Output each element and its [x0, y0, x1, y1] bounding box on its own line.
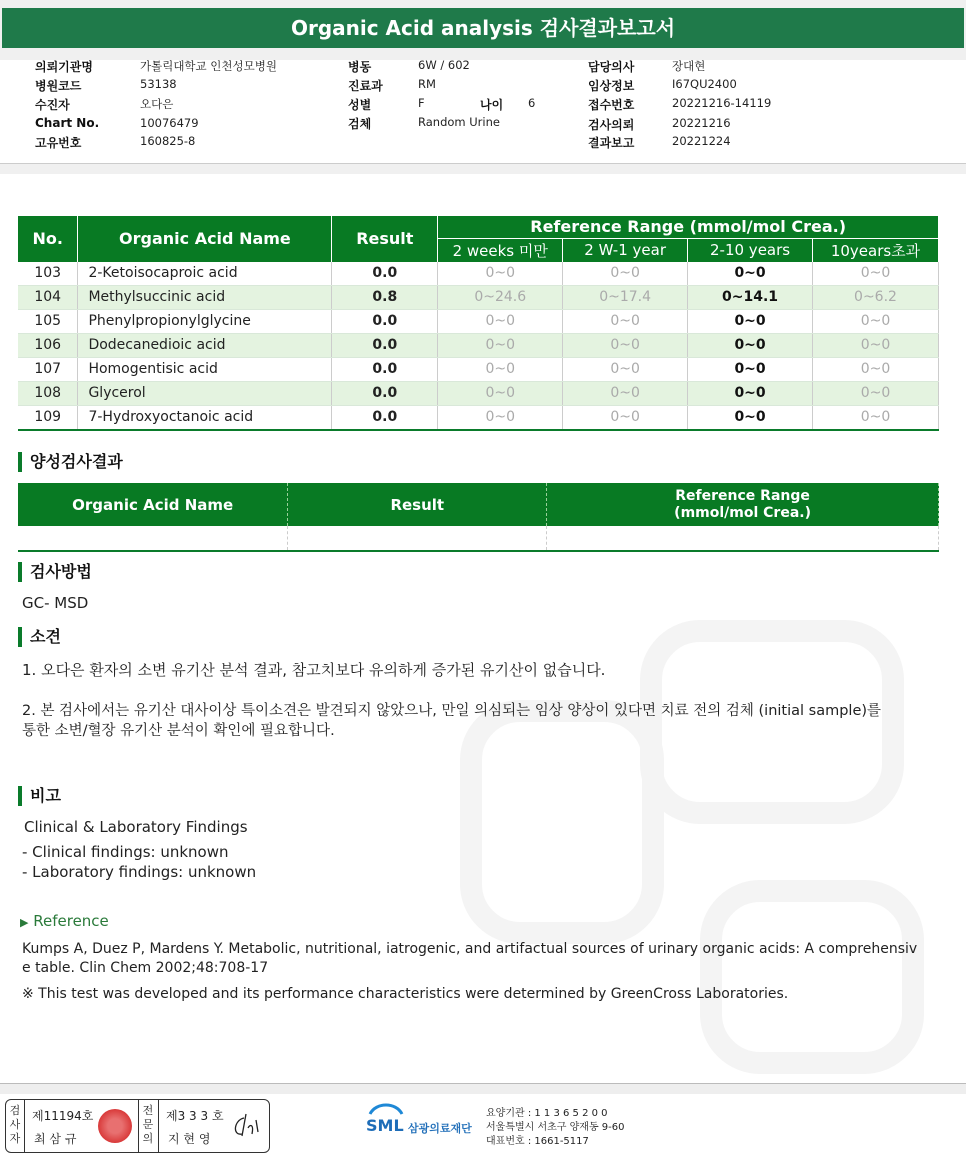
request-value: 20221216 [672, 116, 731, 130]
ref-sub-header: 2-10 years [688, 238, 813, 262]
row-ref: 0~0 [563, 357, 688, 381]
row-ref: 0~0 [813, 309, 939, 333]
col-ref-header: Reference Range (mmol/mol Crea.) [438, 216, 939, 238]
method-heading: 검사방법 [18, 562, 92, 582]
row-ref: 0~0 [813, 405, 939, 430]
row-ref: 0~0 [438, 262, 563, 286]
watermark-shape [640, 620, 904, 824]
ref-sub-header: 2 W-1 year [563, 238, 688, 262]
row-name: 7-Hydroxyoctanoic acid [78, 405, 332, 430]
reference-label-row [20, 912, 109, 930]
row-no: 109 [18, 405, 78, 430]
reference-cite: e table. Clin Chem 2002;48:708-17 [22, 960, 269, 976]
reference-label: Reference [33, 912, 109, 930]
opinion-p1: 1. 오다은 환자의 소변 유기산 분석 결과, 참고치보다 유의하게 증가된 유기산이 없습니다. [22, 661, 606, 679]
row-result: 0.0 [332, 357, 438, 381]
table-row [18, 357, 939, 381]
org-line: 대표번호 : 1661-5117 [486, 1136, 589, 1147]
row-ref: 0~0 [688, 262, 813, 286]
watermark-shape [700, 880, 924, 1074]
ref-sub-header: 2 weeks 미만 [438, 238, 563, 262]
table-row [18, 405, 939, 430]
receipt-value: 20221216-14119 [672, 96, 772, 110]
patient-label: 수진자 [35, 98, 70, 112]
row-ref: 0~0 [438, 357, 563, 381]
row-ref: 0~0 [688, 309, 813, 333]
row-no: 107 [18, 357, 78, 381]
remark-heading: 비고 [18, 786, 61, 806]
row-ref: 0~0 [813, 357, 939, 381]
row-ref: 0~0 [688, 381, 813, 405]
expert-name: 지 현 영 [168, 1132, 211, 1146]
clinical-value: I67QU2400 [672, 77, 737, 91]
row-ref: 0~17.4 [563, 285, 688, 309]
row-result: 0.0 [332, 309, 438, 333]
pos-col-name: Organic Acid Name [18, 483, 288, 526]
signature-icon [228, 1110, 264, 1142]
col-result-header: Result [332, 216, 438, 262]
dept-value: RM [418, 77, 436, 91]
divider [24, 1100, 25, 1152]
row-ref: 0~0 [563, 381, 688, 405]
triangle-icon: ▶ [20, 916, 29, 929]
opinion-p2b: 통한 소변/혈장 유기산 분석이 확인에 필요합니다. [22, 723, 335, 739]
table-row [18, 285, 939, 309]
positive-heading: 양성검사결과 [18, 452, 123, 472]
watermark-shape [460, 700, 664, 944]
ward-label: 병동 [348, 60, 372, 74]
institution-value: 가톨릭대학교 인천성모병원 [140, 59, 277, 73]
row-ref: 0~0 [688, 333, 813, 357]
ref-sub-header: 10years초과 [813, 238, 939, 262]
row-no: 103 [18, 262, 78, 286]
request-label: 검사의뢰 [588, 118, 635, 132]
hospital-code-label: 병원코드 [35, 79, 82, 93]
tester-name: 최 삼 규 [34, 1132, 77, 1146]
pos-col-ref-line2: (mmol/mol Crea.) [674, 504, 811, 521]
row-ref: 0~0 [438, 405, 563, 430]
row-ref: 0~0 [563, 405, 688, 430]
expert-vertical-label: 전문의 [142, 1104, 154, 1145]
row-ref: 0~0 [438, 333, 563, 357]
row-name: Glycerol [78, 381, 332, 405]
row-name: Dodecanedioic acid [78, 333, 332, 357]
col-name-header: Organic Acid Name [78, 216, 332, 262]
org-line: 요양기관 : 1 1 3 6 5 2 0 0 [486, 1108, 608, 1119]
row-name: Homogentisic acid [78, 357, 332, 381]
receipt-label: 접수번호 [588, 98, 635, 112]
opinion-heading: 소견 [18, 627, 61, 647]
pos-col-ref-line1: Reference Range [675, 487, 810, 504]
row-name: 2-Ketoisocaproic acid [78, 262, 332, 286]
row-ref: 0~0 [688, 357, 813, 381]
row-ref: 0~0 [563, 262, 688, 286]
row-ref: 0~0 [813, 333, 939, 357]
age-value: 6 [528, 96, 536, 110]
row-result: 0.8 [332, 285, 438, 309]
row-ref: 0~0 [688, 405, 813, 430]
opinion-p2a: 2. 본 검사에서는 유기산 대사이상 특이소견은 발견되지 않았으나, 만일 의심되는 임상 양상이 있다면 치료 전의 검체 (initial sample)를 [22, 703, 882, 719]
table-row [18, 262, 939, 286]
institution-label: 의뢰기관명 [35, 60, 93, 74]
reference-note: ※ This test was developed and its performance characteristics were determined by GreenCross Laboratories. [22, 986, 789, 1002]
doctor-label: 담당의사 [588, 60, 635, 74]
patient-value: 오다은 [140, 97, 174, 111]
row-ref: 0~24.6 [438, 285, 563, 309]
footer-divider [0, 1083, 966, 1094]
positive-table [18, 483, 939, 552]
row-name: Methylsuccinic acid [78, 285, 332, 309]
report-label: 결과보고 [588, 136, 635, 150]
seal-icon [98, 1109, 132, 1143]
row-ref: 0~0 [813, 381, 939, 405]
tester-number: 제11194호 [32, 1109, 94, 1123]
org-name: 삼광의료재단 [408, 1122, 472, 1135]
row-ref: 0~14.1 [688, 285, 813, 309]
divider [138, 1100, 139, 1152]
sex-label: 성별 [348, 98, 372, 112]
remark-line: - Clinical findings: unknown [22, 843, 229, 861]
sex-value: F [418, 96, 425, 110]
unique-label: 고유번호 [35, 136, 82, 150]
results-table [18, 216, 939, 431]
specimen-label: 검체 [348, 117, 372, 131]
table-row [18, 381, 939, 405]
age-label: 나이 [480, 98, 504, 112]
chart-value: 10076479 [140, 116, 199, 130]
org-line: 서울특별시 서초구 양재동 9-60 [486, 1122, 625, 1133]
report-title: Organic Acid analysis 검사결과보고서 [2, 8, 964, 48]
logo-text: SML [366, 1116, 404, 1135]
row-result: 0.0 [332, 262, 438, 286]
pos-col-ref [547, 483, 939, 526]
row-no: 106 [18, 333, 78, 357]
tester-vertical-label: 검사자 [9, 1104, 21, 1145]
pos-col-result: Result [288, 483, 547, 526]
divider [158, 1100, 159, 1152]
header-divider [0, 163, 966, 174]
method-text: GC- MSD [22, 594, 89, 612]
specimen-value: Random Urine [418, 115, 500, 129]
doctor-value: 장대현 [672, 59, 706, 73]
row-no: 104 [18, 285, 78, 309]
unique-value: 160825-8 [140, 134, 196, 148]
row-ref: 0~6.2 [813, 285, 939, 309]
row-result: 0.0 [332, 381, 438, 405]
clinical-label: 임상정보 [588, 79, 635, 93]
table-row [18, 526, 939, 551]
row-no: 108 [18, 381, 78, 405]
org-info [486, 1107, 625, 1149]
row-name: Phenylpropionylglycine [78, 309, 332, 333]
dept-label: 진료과 [348, 79, 383, 93]
report-value: 20221224 [672, 134, 731, 148]
table-row [18, 309, 939, 333]
ward-value: 6W / 602 [418, 58, 470, 72]
col-no-header: No. [18, 216, 78, 262]
hospital-code-value: 53138 [140, 77, 177, 91]
row-ref: 0~0 [438, 381, 563, 405]
row-no: 105 [18, 309, 78, 333]
remark-line: - Laboratory findings: unknown [22, 863, 257, 881]
chart-label: Chart No. [35, 116, 100, 130]
row-result: 0.0 [332, 333, 438, 357]
row-ref: 0~0 [813, 262, 939, 286]
row-ref: 0~0 [438, 309, 563, 333]
title-bar [0, 0, 966, 60]
row-ref: 0~0 [563, 333, 688, 357]
expert-number: 제3 3 3 호 [166, 1109, 224, 1123]
signature-box [5, 1099, 270, 1153]
row-ref: 0~0 [563, 309, 688, 333]
table-row [18, 333, 939, 357]
remark-line: Clinical & Laboratory Findings [24, 818, 248, 836]
reference-cite: Kumps A, Duez P, Mardens Y. Metabolic, nutritional, iatrogenic, and artifactual sources of urinary organic acids: A comprehensiv [22, 941, 918, 957]
row-result: 0.0 [332, 405, 438, 430]
